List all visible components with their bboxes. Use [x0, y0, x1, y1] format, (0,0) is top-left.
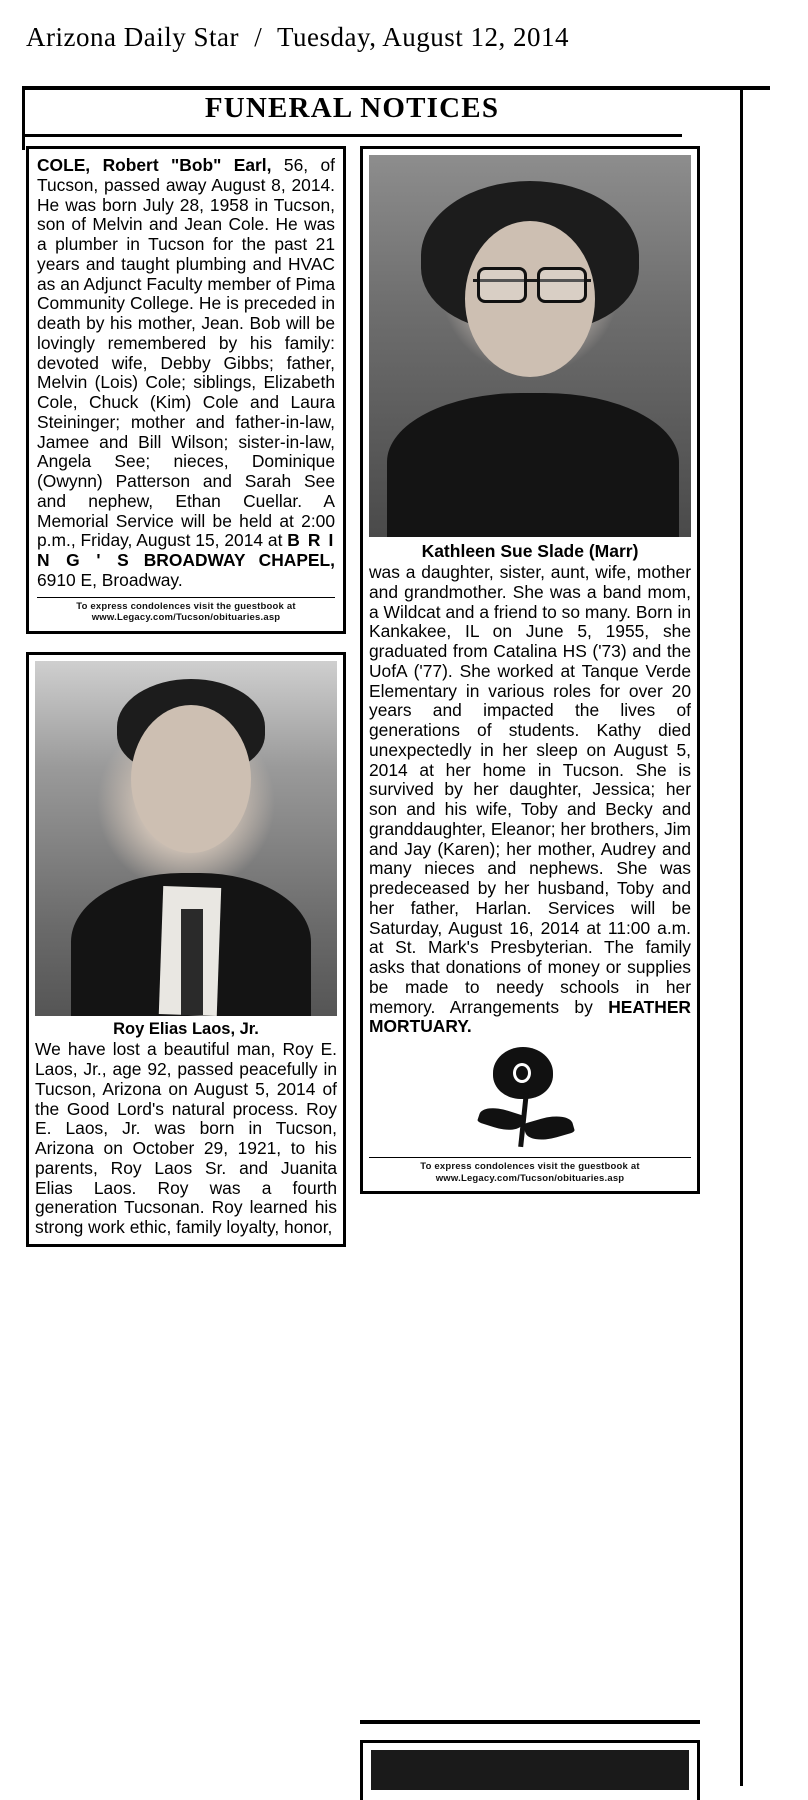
next-obituary-notice-partial — [360, 1740, 700, 1800]
masthead-date: Tuesday, August 12, 2014 — [276, 22, 570, 52]
obituary-notice-slade — [360, 146, 700, 1194]
left-column — [26, 146, 346, 1265]
column-divider-left — [22, 90, 25, 150]
kathleen-slade-photo — [369, 155, 691, 537]
legacy-blurb-line1: To express condolences visit the guestbook at — [76, 600, 296, 612]
masthead-separator: / — [254, 22, 263, 52]
legacy-guestbook-blurb-slade[interactable] — [369, 1157, 691, 1185]
rose-ornament-icon — [455, 1047, 605, 1151]
obituary-body-cole-part1: 56, of Tucson, passed away August 8, 2014. He was born July 28, 1958 in Tucson, son of Melvin and Jean Cole. He was a plumber in Tucson for the past 21 years and taught plumbing and HVAC as an Adjunct Faculty member of Pima Community College. He is preceded in death by his mother, Jean. Bob will be lovingly remembered by his family: devoted wife, Debby Gibbs; father, Melvin (Lois) Cole; siblings, Elizabeth Cole, Chuck (Kim) Cole and Laura Steininger; mother and father-in-law, Jamee and Bill Wilson; sister-in-law, Angela See; nieces, Dominique (Owynn) Patterson and Sarah See and nephew, Ethan Cuellar. A Memorial Service will be held at 2:00 p.m., Friday, August 15, 2014 at — [37, 155, 336, 551]
section-banner — [22, 86, 770, 137]
page-title: FUNERAL NOTICES — [204, 92, 500, 124]
obituary-text-slade — [369, 563, 691, 1037]
obituary-body-slade: was a daughter, sister, aunt, wife, mother and grandmother. She was a band mom, a Wildcat and a friend to so many. Born in Kankakee, IL on June 5, 1955, she graduated from Catalina HS ('73) and the UofA ('77). She worked at Tanque Verde Elementary in various roles for over 20 years and impacted the lives of generations of students. Kathy died unexpectedly in her sleep on August 5, 2014 at her home in Tucson. She is survived by her daughter, Jessica; her son and his wife, Toby and Becky and granddaughter, Eleanor; her brothers, Jim and Jay (Karen); her mother, Audrey and many nieces and nephews. She was predeceased by her husband, Toby and her father, Harlan. Services will be Saturday, August 16, 2014 at 11:00 a.m. at St. Mark's Presbyterian. The family asks that donations of money or supplies be made to needy schools in her memory. Arrangements by — [369, 562, 691, 1017]
notice-separator-rule — [360, 1720, 700, 1724]
next-obituary-photo-partial — [371, 1750, 689, 1790]
obituary-name-laos: Roy Elias Laos, Jr. — [113, 1020, 259, 1039]
right-column — [360, 146, 700, 1212]
legacy-blurb-line2-slade[interactable]: www.Legacy.com/Tucson/obituaries.asp — [435, 1172, 625, 1184]
obituary-name-slade: Kathleen Sue Slade (Marr) — [421, 541, 639, 561]
obituary-text-cole — [37, 156, 335, 591]
mortuary-name-slade: HEATHER MORTUARY. — [369, 996, 691, 1037]
obituary-notice-laos — [26, 652, 346, 1247]
masthead — [26, 22, 569, 53]
legacy-blurb-line1-slade: To express condolences visit the guestbook at — [420, 1161, 640, 1172]
banner-rule-bottom — [22, 134, 682, 137]
obituary-name-cole: COLE, Robert "Bob" Earl, — [37, 155, 272, 175]
legacy-guestbook-blurb[interactable] — [37, 597, 335, 625]
obituary-text-laos: We have lost a beautiful man, Roy E. Laos, Jr., age 92, passed peacefully in Tucson, Arizona on August 5, 2014 of the Good Lord's natural process. Roy E. Laos, Jr. was born in Tucson, Arizona on October 29, 1921, to his parents, Roy Laos Sr. and Juanita Elias Laos. Roy was a fourth generation Tucsonan. Roy learned his strong work ethic, family loyalty, honor, — [35, 1039, 337, 1237]
masthead-paper: Arizona Daily Star — [26, 22, 239, 52]
obituary-body-cole-part2: 6910 E, Broadway. — [37, 569, 183, 590]
funeral-home-name-line2: BROADWAY CHAPEL, — [143, 550, 335, 570]
obituary-notice-cole — [26, 146, 346, 634]
column-divider-right — [740, 86, 743, 1786]
legacy-blurb-line2[interactable]: www.Legacy.com/Tucson/obituaries.asp — [91, 612, 281, 624]
funeral-home-name-line1: B R I N G ' S — [37, 530, 335, 570]
roy-laos-photo — [35, 661, 337, 1016]
